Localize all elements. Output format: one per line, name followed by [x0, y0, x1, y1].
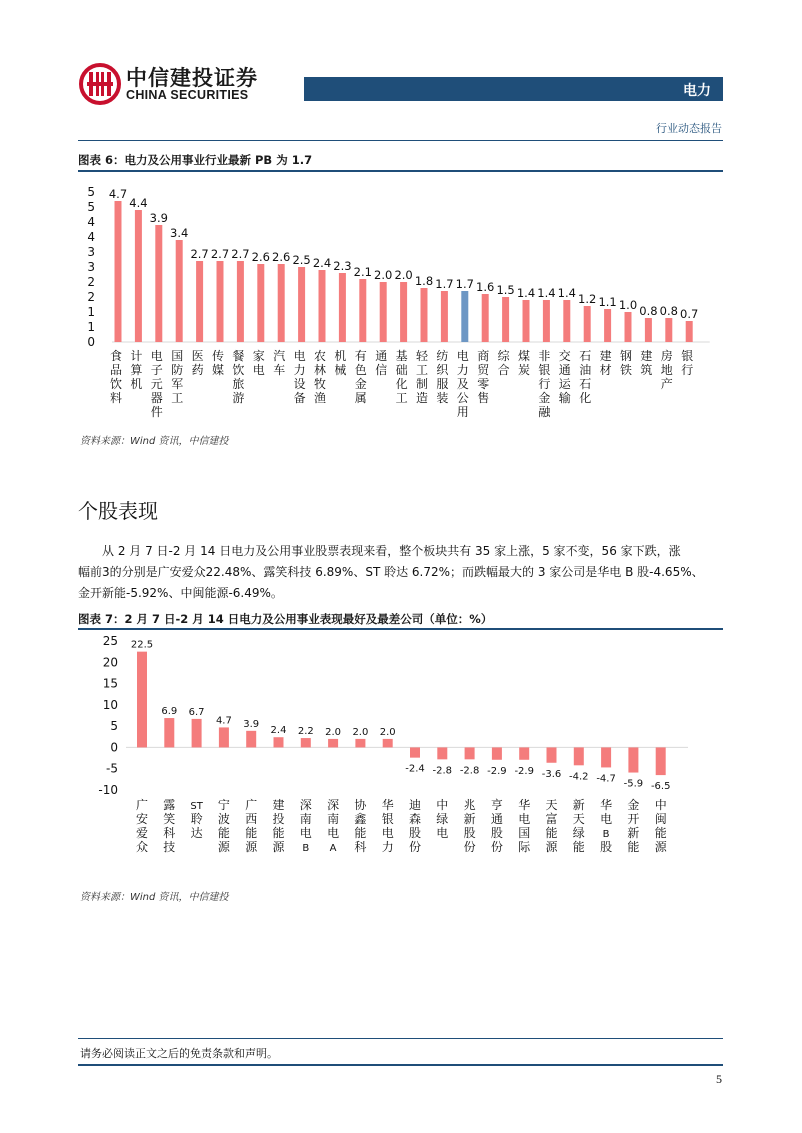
- bar: [574, 747, 584, 765]
- y-tick-label: 25: [102, 634, 118, 648]
- bar: [135, 210, 142, 342]
- bar-value-label: 2.0: [379, 726, 396, 738]
- y-tick-label: 5: [87, 185, 95, 199]
- category-label: 汽车: [273, 349, 286, 377]
- bar: [115, 201, 122, 342]
- category-label: 计算机: [130, 349, 143, 391]
- bar: [278, 264, 285, 342]
- y-tick-label: 20: [102, 655, 118, 670]
- y-tick-label: -10: [98, 783, 118, 797]
- y-tick-label: 1: [87, 305, 95, 319]
- bar: [319, 270, 326, 342]
- paragraph-line-1: 从 2 月 7 日-2 月 14 日电力及公用事业股票表现来看，整个板块共有 35 家上涨，5 家不变，56 家下跌，涨: [102, 544, 681, 558]
- bar-value-label: 2.0: [394, 268, 413, 282]
- paragraph-line-3: 金开新能-5.92%、中闽能源-6.49%。: [78, 586, 283, 600]
- section-paragraph: [78, 541, 723, 604]
- category-label: 广西能源: [245, 798, 258, 854]
- bar-value-label: 1.2: [578, 292, 597, 306]
- category-label: 煤炭: [517, 349, 531, 377]
- category-label: 兆新股份: [463, 798, 476, 854]
- category-label: 电力及公用: [456, 349, 469, 419]
- report-type: 行业动态报告: [656, 122, 722, 135]
- y-tick-label: 3: [87, 260, 95, 274]
- bar-value-label: 2.6: [251, 250, 270, 264]
- category-label: 华电国际: [518, 798, 531, 854]
- bar: [523, 300, 530, 342]
- logo-emblem-icon: [78, 62, 122, 106]
- y-tick-label: -5: [106, 761, 118, 776]
- y-tick-label: 5: [87, 200, 95, 214]
- bar: [410, 747, 420, 757]
- bar-value-label: 1.1: [598, 295, 617, 309]
- bar: [584, 306, 591, 342]
- bar-value-label: 2.4: [270, 725, 287, 737]
- bar: [665, 318, 672, 342]
- category-label: 宁波能源: [217, 798, 230, 854]
- bar-value-label: 1.4: [557, 286, 576, 300]
- bar-value-label: 2.4: [312, 256, 332, 270]
- bar-value-label: 22.5: [130, 639, 154, 651]
- bar: [465, 747, 475, 759]
- bar-value-label: -4.2: [569, 771, 589, 783]
- bar: [359, 279, 366, 342]
- y-tick-label: 0: [87, 335, 95, 349]
- bar: [625, 312, 632, 342]
- bar: [301, 738, 311, 747]
- y-tick-label: 4: [87, 230, 95, 244]
- bar-value-label: 3.4: [170, 226, 189, 240]
- category-label: 餐饮旅游: [232, 349, 245, 405]
- category-label: 医药: [191, 349, 204, 377]
- bar-value-label: -3.6: [541, 768, 562, 780]
- bar-value-label: -5.9: [623, 778, 644, 790]
- category-label: 传媒: [211, 349, 225, 377]
- category-label: 纺织服装: [436, 349, 449, 405]
- bar-value-label: 2.0: [352, 726, 369, 738]
- bar: [257, 264, 264, 342]
- y-tick-label: 10: [102, 697, 118, 712]
- bar: [461, 291, 468, 342]
- bar: [237, 261, 244, 342]
- figure6-title: 图表 6：电力及公用事业行业最新 PB 为 1.7: [78, 153, 313, 167]
- bar-value-label: 0.8: [639, 304, 658, 318]
- bar-value-label: 0.7: [680, 307, 699, 321]
- section-banner: [304, 77, 723, 101]
- category-label: 中闽能源: [654, 798, 667, 854]
- bar: [400, 282, 407, 342]
- y-tick-label: 15: [102, 676, 118, 691]
- section-heading: 个股表现: [78, 499, 158, 523]
- y-tick-label: 0: [110, 740, 118, 755]
- bar-value-label: 1.7: [455, 277, 474, 291]
- figure6-source: 资料来源：Wind 资讯，中信建投: [80, 436, 229, 447]
- bar: [437, 747, 447, 759]
- category-label: 综合: [497, 349, 510, 377]
- category-label: 华电 B 股: [600, 798, 613, 854]
- bar-value-label: 3.9: [243, 718, 260, 730]
- category-label: 深南电 B: [299, 798, 312, 854]
- y-tick-label: 4: [87, 215, 95, 229]
- category-label: 家电: [252, 349, 265, 377]
- bar: [164, 718, 174, 747]
- bar: [380, 282, 387, 342]
- bar-value-label: 2.2: [297, 726, 314, 738]
- y-tick-label: 1: [87, 320, 95, 334]
- bar: [339, 273, 346, 342]
- category-label: 商贸零售: [477, 349, 490, 405]
- figure7-source: 资料来源：Wind 资讯，中信建投: [80, 892, 229, 903]
- category-label: 银行: [681, 349, 694, 377]
- category-label: 钢铁: [619, 349, 633, 377]
- bar: [196, 261, 203, 342]
- category-label: 建材: [599, 349, 612, 377]
- bar: [219, 727, 229, 747]
- category-label: 轻工制造: [415, 349, 429, 405]
- bar-value-label: 1.5: [496, 283, 515, 297]
- stock-performance-bar-chart: [78, 630, 723, 860]
- category-label: 深南电 A: [327, 798, 340, 854]
- bar-value-label: 1.0: [618, 298, 638, 312]
- category-label: 中绿电: [436, 798, 449, 840]
- bar: [328, 739, 338, 748]
- bar: [628, 747, 638, 772]
- bar: [502, 297, 509, 342]
- bar: [601, 747, 611, 767]
- category-label: 交通运输: [558, 349, 571, 405]
- logo-name-cn: 中信建投证券: [126, 66, 258, 90]
- footer-divider-bottom: [78, 1064, 723, 1066]
- bar: [246, 731, 256, 748]
- bar: [137, 652, 147, 748]
- category-label: 电力设备: [293, 349, 306, 405]
- page-number: 5: [716, 1072, 722, 1086]
- category-label: 机械: [334, 349, 347, 377]
- category-label: 华银电力: [381, 798, 394, 854]
- bar-value-label: -2.8: [459, 765, 480, 777]
- category-label: 迪森股份: [408, 798, 422, 854]
- category-label: 通信: [375, 349, 388, 377]
- bar-value-label: 1.4: [537, 286, 556, 300]
- bar: [645, 318, 652, 342]
- category-label: 电子元器件: [150, 349, 163, 419]
- bar: [274, 737, 284, 747]
- category-label: 天富能源: [545, 798, 558, 854]
- bar: [355, 739, 365, 748]
- category-label: 房地产: [660, 349, 673, 391]
- bar-value-label: 2.7: [231, 247, 250, 261]
- category-label: 新天绿能: [572, 798, 585, 854]
- category-label: 石油石化: [579, 349, 592, 405]
- bar-value-label: 4.4: [129, 196, 148, 210]
- bar: [543, 300, 550, 342]
- y-tick-label: 5: [110, 719, 118, 734]
- bar: [686, 321, 693, 342]
- section-label: 电力: [683, 83, 711, 99]
- bar: [298, 267, 305, 342]
- category-label: 建筑: [640, 349, 653, 377]
- bar-value-label: -2.8: [432, 765, 453, 777]
- category-label: 露笑科技: [163, 798, 176, 854]
- y-tick-label: 2: [87, 290, 95, 304]
- bar-value-label: 3.9: [149, 211, 168, 225]
- bar-value-label: 2.0: [325, 726, 342, 738]
- bar: [441, 291, 448, 342]
- bar: [383, 739, 393, 748]
- logo-name-en: CHINA SECURITIES: [126, 88, 249, 102]
- bar-value-label: -2.9: [487, 765, 507, 777]
- bar-value-label: 2.6: [272, 250, 291, 264]
- bar-value-label: 2.7: [210, 247, 230, 261]
- bar-value-label: 2.7: [190, 247, 209, 261]
- bar-value-label: -4.7: [596, 773, 616, 785]
- bar: [482, 294, 489, 342]
- bar: [547, 747, 557, 762]
- bar: [155, 225, 162, 342]
- category-label: 食品饮料: [109, 349, 123, 405]
- bar-value-label: 2.3: [333, 259, 352, 273]
- y-tick-label: 2: [87, 275, 95, 289]
- bar: [217, 261, 224, 342]
- bar-value-label: 4.7: [108, 187, 128, 201]
- bar-value-label: 4.7: [215, 715, 232, 727]
- bar-value-label: -2.4: [405, 763, 425, 775]
- bar-value-label: 1.6: [476, 280, 495, 294]
- bar-value-label: -6.5: [650, 781, 671, 793]
- category-label: 亨通股份: [490, 798, 503, 854]
- disclaimer-note: 请务必阅读正文之后的免责条款和声明。: [80, 1047, 278, 1060]
- category-label: 非银行金融: [538, 349, 551, 419]
- category-label: 建投能源: [272, 798, 285, 854]
- figure7-title: 图表 7：2 月 7 日-2 月 14 日电力及公用事业表现最好及最差公司（单位：%）: [78, 612, 493, 626]
- bar-value-label: 2.0: [374, 268, 393, 282]
- bar: [421, 288, 428, 342]
- category-label: ST 聆达: [190, 801, 203, 840]
- bar: [192, 719, 202, 748]
- bar-value-label: 6.7: [188, 706, 205, 718]
- category-label: 金开新能: [627, 798, 640, 854]
- bar-value-label: 0.8: [659, 304, 678, 318]
- category-label: 基础化工: [395, 349, 408, 405]
- bar-value-label: -2.9: [514, 765, 534, 777]
- category-label: 农林牧渔: [313, 349, 327, 405]
- bar: [176, 240, 183, 342]
- bar: [563, 300, 570, 342]
- bar-value-label: 2.5: [292, 253, 311, 267]
- bar-value-label: 1.8: [414, 274, 434, 288]
- bar: [492, 747, 502, 759]
- category-label: 广安爱众: [135, 798, 149, 854]
- pb-bar-chart: [78, 172, 723, 427]
- bar-value-label: 6.9: [161, 706, 178, 718]
- category-label: 有色金属: [354, 349, 367, 405]
- bar-value-label: 1.4: [516, 286, 536, 300]
- y-tick-label: 3: [87, 245, 95, 259]
- header-divider: [78, 140, 723, 141]
- footer-divider-top: [78, 1038, 723, 1039]
- category-label: 协鑫能科: [354, 798, 367, 854]
- category-label: 国防军工: [171, 349, 184, 405]
- paragraph-line-2: 幅前3的分别是广安爱众22.48%、露笑科技 6.89%、ST 聆达 6.72%；而跌幅最大的 3 家公司是华电 B 股-4.65%、: [78, 565, 704, 579]
- bar: [604, 309, 611, 342]
- bar: [656, 747, 666, 775]
- bar-value-label: 1.7: [435, 277, 454, 291]
- bar-value-label: 2.1: [353, 265, 372, 279]
- bar: [519, 747, 529, 759]
